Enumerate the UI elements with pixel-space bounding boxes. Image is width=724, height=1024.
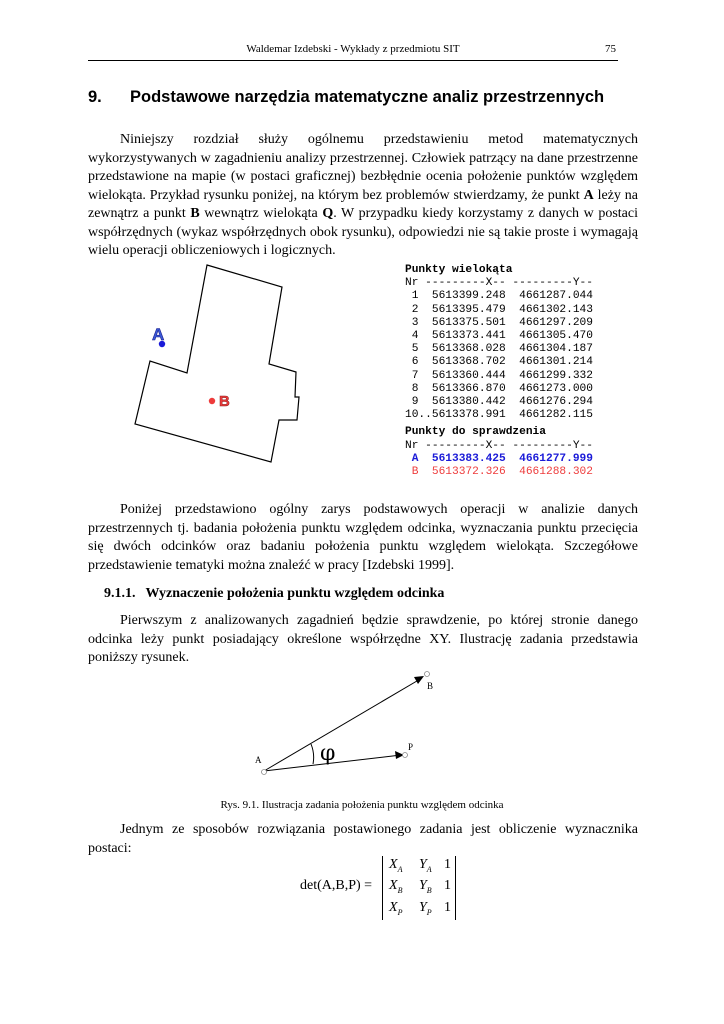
text-run: wewnątrz wielokąta [199,206,323,221]
polygon-row: 4 5613373.441 4661305.470 [405,330,593,343]
cell-y: Y [419,878,427,893]
determinant-matrix [382,856,456,920]
polygon-q [135,265,299,462]
text-run: . W przypadku kiedy korzystamy z danych w postaci współrzędnych (wykaz współrzędnych obok rysunku), odpowiedzi nie są takie proste i wymagają wielu operacji obliczeniowych i logicznych. [88,206,638,258]
chapter-title: Podstawowe narzędzia matematyczne analiz przestrzennych [130,88,605,106]
phi-symbol: φ [320,741,336,766]
page-number: 75 [605,43,616,55]
figure-caption: Rys. 9.1. Ilustracja zadania położenia punktu względem odcinka [220,799,504,811]
section-heading [104,586,454,602]
arrow-head-b [414,676,424,684]
cell-y-sub: B [426,885,432,895]
cell-x-sub: P [397,907,403,917]
check-points-title: Punkty do sprawdzenia [405,426,546,439]
check-row-a: A 5613383.425 4661277.999 [405,452,593,465]
overview-text: Poniżej przedstawiono ogólny zarys podstawowych operacji w analizie danych przestrzennych tj. badania położenia punktu względem odcinka, wyznaczania punktu przecięcia się dwóch odcinków oraz badaniu położenia punktu względem wielokąta. Szczegółowe przedstawienie tematyki można znaleźć w pracy [Izdebski 1999]. [88,502,638,573]
matrix-cell [389,857,402,874]
text-run: Niniejszy rozdział służy ogólnemu przedstawieniu metod matematycznych wykorzystywanych w zagadnieniu analizy przestrzennej. Człowiek patrzący na dane przestrzenne przedstawione na mapie (w postaci graficznej) bezbłędnie ocenia położenie punktów względem wielokąta. Przykład rysunku poniżej, na którym bez problemów stwierdzamy, że punkt [88,132,638,203]
text-run: leży na zewnątrz a punkt [88,187,638,221]
matrix-cell [389,900,402,917]
point-p-marker [403,753,408,758]
bold-q: Q [322,206,334,221]
determinant-lhs: det(A,B,P) = [300,878,373,893]
bold-a: A [583,187,594,203]
point-a-label: A [152,325,165,344]
angle-arc [311,744,314,764]
polygon-row: 3 5613375.501 4661297.209 [405,316,593,329]
check-row-b: B 5613372.326 4661288.302 [405,466,593,479]
polygon-points-title: Punkty wielokąta [405,264,513,276]
matrix-cell [419,857,432,874]
bold-b: B [190,206,200,221]
polygon-row: 8 5613366.870 4661273.000 [405,382,593,395]
polygon-row: 5 5613368.028 4661304.187 [405,343,593,356]
section-title: Wyznaczenie położenia punktu względem odcinka [145,586,445,601]
cell-x: X [389,878,398,893]
cell-x: X [389,900,398,915]
polygon-row: 2 5613395.479 4661302.143 [405,303,593,316]
cell-y: Y [419,900,427,915]
cell-x: X [389,857,398,872]
method-paragraph [88,821,638,858]
label-p: P [408,742,414,752]
polygon-row: 1 5613399.248 4661287.044 [405,290,593,303]
chapter-number: 9. [88,88,102,106]
point-b-label: B [219,393,230,410]
polygon-points-header: Nr ---------X-- ---------Y-- [405,277,593,290]
method-text: Jednym ze sposobów rozwiązania postawionego zadania jest obliczenie wyznacznika postaci: [88,822,638,856]
point-b-marker [209,398,215,404]
point-b2-marker [425,672,430,677]
label-b2: B [427,681,434,691]
problem-paragraph [88,612,638,668]
problem-text: Pierwszym z analizowanych zagadnień będzie sprawdzenie, po której stronie danego odcinka leży punkt posiadający określone współrzędne XY. Ilustrację zadania przedstawia poniższy rysunek. [88,613,638,665]
matrix-cell-one: 1 [444,878,451,893]
polygon-row: 7 5613360.444 4661299.332 [405,369,593,382]
overview-paragraph [88,501,638,575]
check-points-header: Nr ---------X-- ---------Y-- [405,439,593,452]
cell-y-sub: P [426,907,432,917]
cell-y: Y [419,857,427,872]
matrix-cell [419,900,432,917]
matrix-cell-one: 1 [444,900,451,915]
cell-y-sub: A [426,864,432,874]
polygon-row: 10..5613378.991 4661282.115 [405,409,593,422]
coordinates-table [405,264,593,479]
section-number: 9.1.1. [104,586,136,601]
matrix-cell [389,878,402,895]
matrix-cell-one: 1 [444,857,451,872]
matrix-cell [419,878,432,895]
polygon-row: 6 5613368.702 4661301.214 [405,356,593,369]
header-title: Waldemar Izdebski - Wykłady z przedmiotu SIT [246,43,460,55]
polygon-row: 9 5613380.442 4661276.294 [405,396,593,409]
cell-x-sub: A [397,864,403,874]
cell-x-sub: B [397,885,403,895]
label-a2: A [255,755,262,765]
point-a2-marker [262,770,267,775]
